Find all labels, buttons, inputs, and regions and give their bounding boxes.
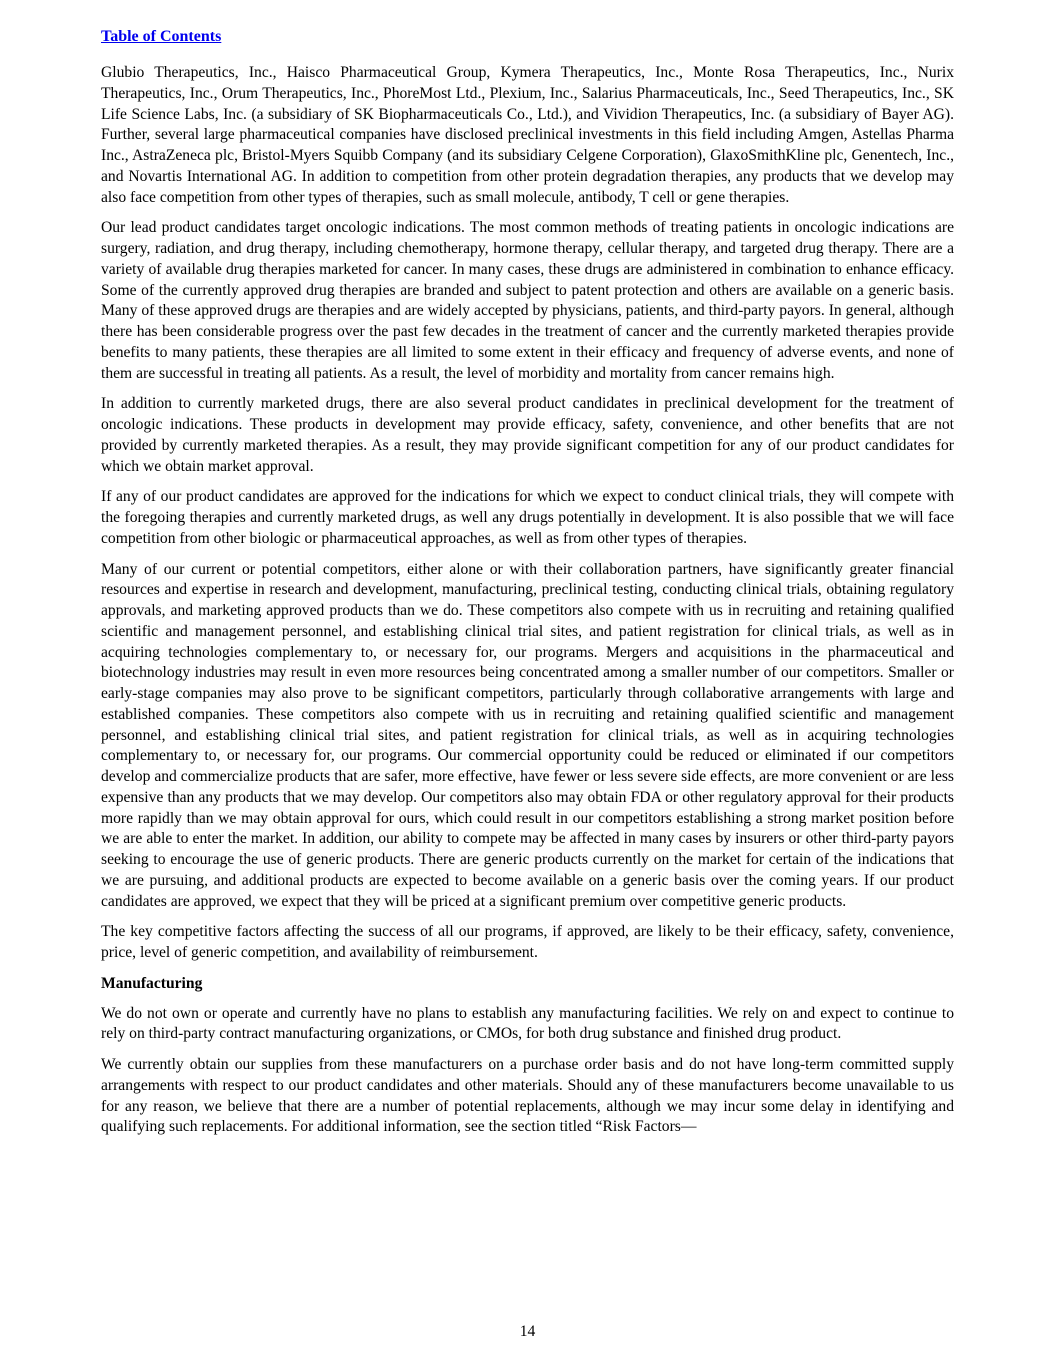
approval-competition-paragraph: If any of our product candidates are approved for the indications for which we expect to conduct clinical trials, they will compete with the foregoing therapies and currently marketed drugs, as well any drugs potentially in development. It is also possible that we will face competition from other biologic or pharmaceutical approaches, as well as from other types of therapies. bbox=[101, 488, 954, 547]
manufacturing-paragraph: We do not own or operate and currently have no plans to establish any manufacturing facilities. We rely on and expect to continue to rely on third-party contract manufacturing organizations, or CMOs, for both drug substance and finished drug product. bbox=[101, 1004, 954, 1043]
oncologic-indications-paragraph: Our lead product candidates target oncologic indications. The most common methods of treating patients in oncologic indications are surgery, radiation, and drug therapy, including chemotherapy, hormone therapy, cellular therapy, and targeted drug therapy. There are a variety of available drug therapies marketed for cancer. In many cases, these drugs are administered in combination to enhance efficacy. Some of the currently approved drug therapies are branded and subject to patent protection and others are available on a generic basis. Many of these approved drugs are therapies and are widely accepted by physicians, patients, and third-party payors. In general, although there has been considerable progress over the past few decades in the treatment of cancer and the currently marketed therapies provide benefits to many patients, these therapies are all limited to some extent in their efficacy and frequency of adverse events, and none of them are successful in treating all patients. As a result, the level of morbidity and mortality from cancer remains high. bbox=[101, 219, 954, 382]
table-of-contents-link[interactable]: Table of Contents bbox=[101, 28, 222, 45]
competitor-resources-paragraph: Many of our current or potential competitors, either alone or with their collaboration partners, have significantly greater financial resources and expertise in research and development, manufacturing, preclinical testing, conducting clinical trials, obtaining regulatory approvals, and marketing approved products than we do. These competitors also compete with us in recruiting and retaining qualified scientific and management personnel, and establishing clinical trial sites, and patient registration for clinical trials, as well as in acquiring technologies complementary to, or necessary for, our programs. Mergers and acquisitions in the pharmaceutical and biotechnology industries may result in even more resources being concentrated among a smaller number of our competitors. Smaller or early-stage companies may also prove to be significant competitors, particularly through collaborative arrangements with large and established companies. These competitors also compete with us in recruiting and retaining qualified scientific and management personnel, and establishing clinical trial sites, and patient registration for clinical trials, as well as in acquiring technologies complementary to, or necessary for, our programs. Our commercial opportunity could be reduced or eliminated if our competitors develop and commercialize products that are safer, more effective, have fewer or less severe side effects, are more convenient or are less expensive than any products that we may develop. Our competitors also may obtain FDA or other regulatory approval for their products more rapidly than we may obtain approval for ours, which could result in our competitors establishing a strong market position before we are able to enter the market. In addition, our ability to compete may be affected in many cases by insurers or other third-party payors seeking to encourage the use of generic products. There are generic products currently on the market for certain of the indications that we are pursuing, and additional products are expected to become available on a generic basis over the coming years. If our product candidates are approved, we expect that they will be priced at a significant premium over competitive generic products. bbox=[101, 560, 954, 910]
competitors-paragraph: Glubio Therapeutics, Inc., Haisco Pharmaceutical Group, Kymera Therapeutics, Inc., Monte Rosa Therapeutics, Inc., Nurix Therapeutics, Inc., Orum Therapeutics, Inc., PhoreMost Ltd., Plexium, Inc., Salarius Pharmaceuticals, Inc., Seed Therapeutics, Inc., SK Life Science Labs, Inc. (a subsidiary of SK Biopharmaceuticals Co., Ltd.), and Vividion Therapeutics, Inc. (a subsidiary of Bayer AG). Further, several large pharmaceutical companies have disclosed preclinical investments in this field including Amgen, Astellas Pharma Inc., AstraZeneca plc, Bristol-Myers Squibb Company (and its subsidiary Celgene Corporation), GlaxoSmithKline plc, Genentech, Inc., and Novartis International AG. In addition to competition from other protein degradation therapies, any products that we develop may also face competition from other types of therapies, such as small molecule, antibody, T cell or gene therapies. bbox=[101, 64, 954, 206]
key-factors-paragraph: The key competitive factors affecting the success of all our programs, if approved, are likely to be their efficacy, safety, convenience, price, level of generic competition, and availability of reimbursement. bbox=[101, 923, 954, 961]
document-page bbox=[101, 24, 954, 1148]
page-number: 14 bbox=[519, 1323, 536, 1340]
supply-paragraph: We currently obtain our supplies from these manufacturers on a purchase order basis and do not have long-term committed supply arrangements with respect to our product candidates and other materials. Should any of these manufacturers become unavailable to us for any reason, we believe that there are a number of potential replacements, although we may incur some delay in identifying and qualifying such replacements. For additional information, see the section titled “Risk Factors— bbox=[101, 1056, 954, 1136]
preclinical-development-paragraph: In addition to currently marketed drugs, there are also several product candidates in preclinical development for the treatment of oncologic indications. These products in development may provide efficacy, safety, convenience, and other benefits that are not provided by currently marketed therapies. As a result, they may provide significant competition for any of our product candidates for which we obtain market approval. bbox=[101, 395, 954, 475]
manufacturing-heading: Manufacturing bbox=[101, 974, 203, 992]
